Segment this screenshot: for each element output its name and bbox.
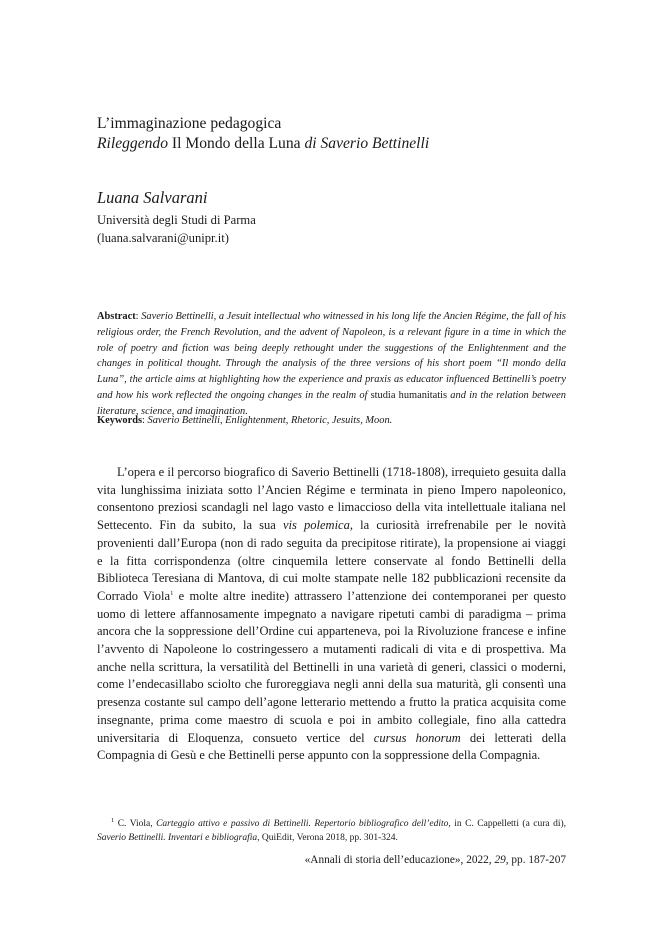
- citation-run-b: , pp. 187-207: [505, 854, 566, 866]
- affiliation-institution: Università degli Studi di Parma: [97, 213, 256, 227]
- body-run-4: dei letterati della Compagnia di Gesù e che Bettinelli perse appunto con la soppressione della Compagnia.: [97, 730, 566, 763]
- body-paragraph: [97, 464, 566, 765]
- keywords: [97, 413, 566, 429]
- title-italic-a: Rileggendo: [97, 135, 169, 152]
- footnote-mark: 1: [111, 817, 115, 824]
- title-italic-b: di Saverio Bettinelli: [304, 135, 430, 152]
- footnote-reference[interactable]: 1: [170, 589, 174, 597]
- citation-volume: 29: [494, 854, 506, 866]
- footnote-italic-1: Carteggio attivo e passivo di Bettinelli. Repertorio bibliografico dell’edito: [156, 819, 449, 829]
- footnote-italic-2: Saverio Bettinelli. Inventari e bibliografia: [97, 833, 258, 843]
- abstract-text-a: Saverio Bettinelli, a Jesuit intellectual who witnessed in his long life the Ancien Régime, the fall of his religious order, the French Revolution, and the advent of Napoleon, is a relevant figure in a time in which the role of poetry and fiction was being deeply rethought under the suggestions of the Enlightenment and the changes in political thought. Through the analysis of the three versions of his short poem “Il mondo della Luna”, the article aims at highlighting how the experience and praxis as educator influenced Bettinelli’s poetry and how his work reflected the ongoing changes in the realm of: [97, 311, 566, 401]
- article-title: [97, 114, 566, 154]
- title-roman: Il Mondo della Luna: [168, 135, 305, 152]
- footnote-run-c: , QuiEdit, Verona 2018, pp. 301-324.: [257, 833, 398, 843]
- abstract-label: Abstract: [97, 311, 136, 322]
- keywords-sep: :: [142, 415, 148, 426]
- body-italic-1: vis polemica: [282, 518, 350, 533]
- abstract-sep: :: [135, 311, 142, 322]
- footnote-run-b: , in C. Cappelletti (a cura di),: [448, 819, 566, 829]
- body-italic-2: cursus honorum: [373, 730, 461, 745]
- title-line-1: L’immaginazione pedagogica: [97, 115, 282, 132]
- footnote: [97, 817, 566, 845]
- citation-run-a: «Annali di storia dell’educazione», 2022,: [304, 854, 495, 866]
- abstract-roman: studia humanitatis: [370, 389, 448, 401]
- abstract-text-b: and in the relation between literature, science, and imagination.: [97, 389, 566, 417]
- journal-citation: [97, 852, 566, 868]
- author-block: [97, 188, 566, 247]
- body-run-2: , la curiosità irrefrenabile per le novità provenienti dall’Europa (non di rado seguita da precipitose ritirate), la propensione ai viaggi e la fitta corrispondenza (oltre cinquemila lettere conservate al fondo Bettinelli della Biblioteca Teresiana di Mantova, di cui molte stampate nelle 182 pubblicazioni recensite da Corrado Viola: [97, 518, 566, 603]
- title-line-2: [97, 134, 566, 154]
- author-name: Luana Salvarani: [97, 188, 208, 207]
- body-run-1: L’opera e il percorso biografico di Saverio Bettinelli (1718-1808), irrequieto gesuita dalla vita lunghissima iniziata sotto l’Ancien Régime e terminata in pieno Impero napoleonico, consentono preziosi scandagli nel lago vasto e limaccioso della vita intellettuale italiana nel Settecento. Fin da subito, la sua: [97, 465, 566, 533]
- keywords-text: Saverio Bettinelli, Enlightenment, Rhetoric, Jesuits, Moon.: [147, 415, 393, 426]
- author-email[interactable]: (luana.salvarani@unipr.it): [97, 231, 229, 245]
- body-run-3: e molte altre inedite) attrassero l’attenzione dei contemporanei per questo uomo di lettere affannosamente impegnato a navigare ripetuti cambi di paradigma – prima ancora che la soppressione dell’Ordine cui apparteneva, poi la Rivoluzione francese e infine l’avvento di Napoleone lo costringessero a mutamenti radicali di vita e di prospettiva. Ma anche nella scrittura, la versatilità del Bettinelli in una varietà di generi, classici o moderni, come l’endecasillabo sciolto che furoreggiava negli anni della sua maturità, gli consentì una presenza costante sul campo dell’agone letterario mettendo a frutto la pratica acquisita come insegnante, prima come maestro di scuola e poi in ambito collegiale, fino alla cattedra universitaria di Eloquenza, consueto vertice del: [97, 588, 566, 745]
- keywords-label: Keywords: [97, 415, 143, 426]
- author-affiliation: [97, 211, 566, 247]
- abstract: [97, 309, 566, 420]
- footnote-run-a: C. Viola,: [114, 819, 157, 829]
